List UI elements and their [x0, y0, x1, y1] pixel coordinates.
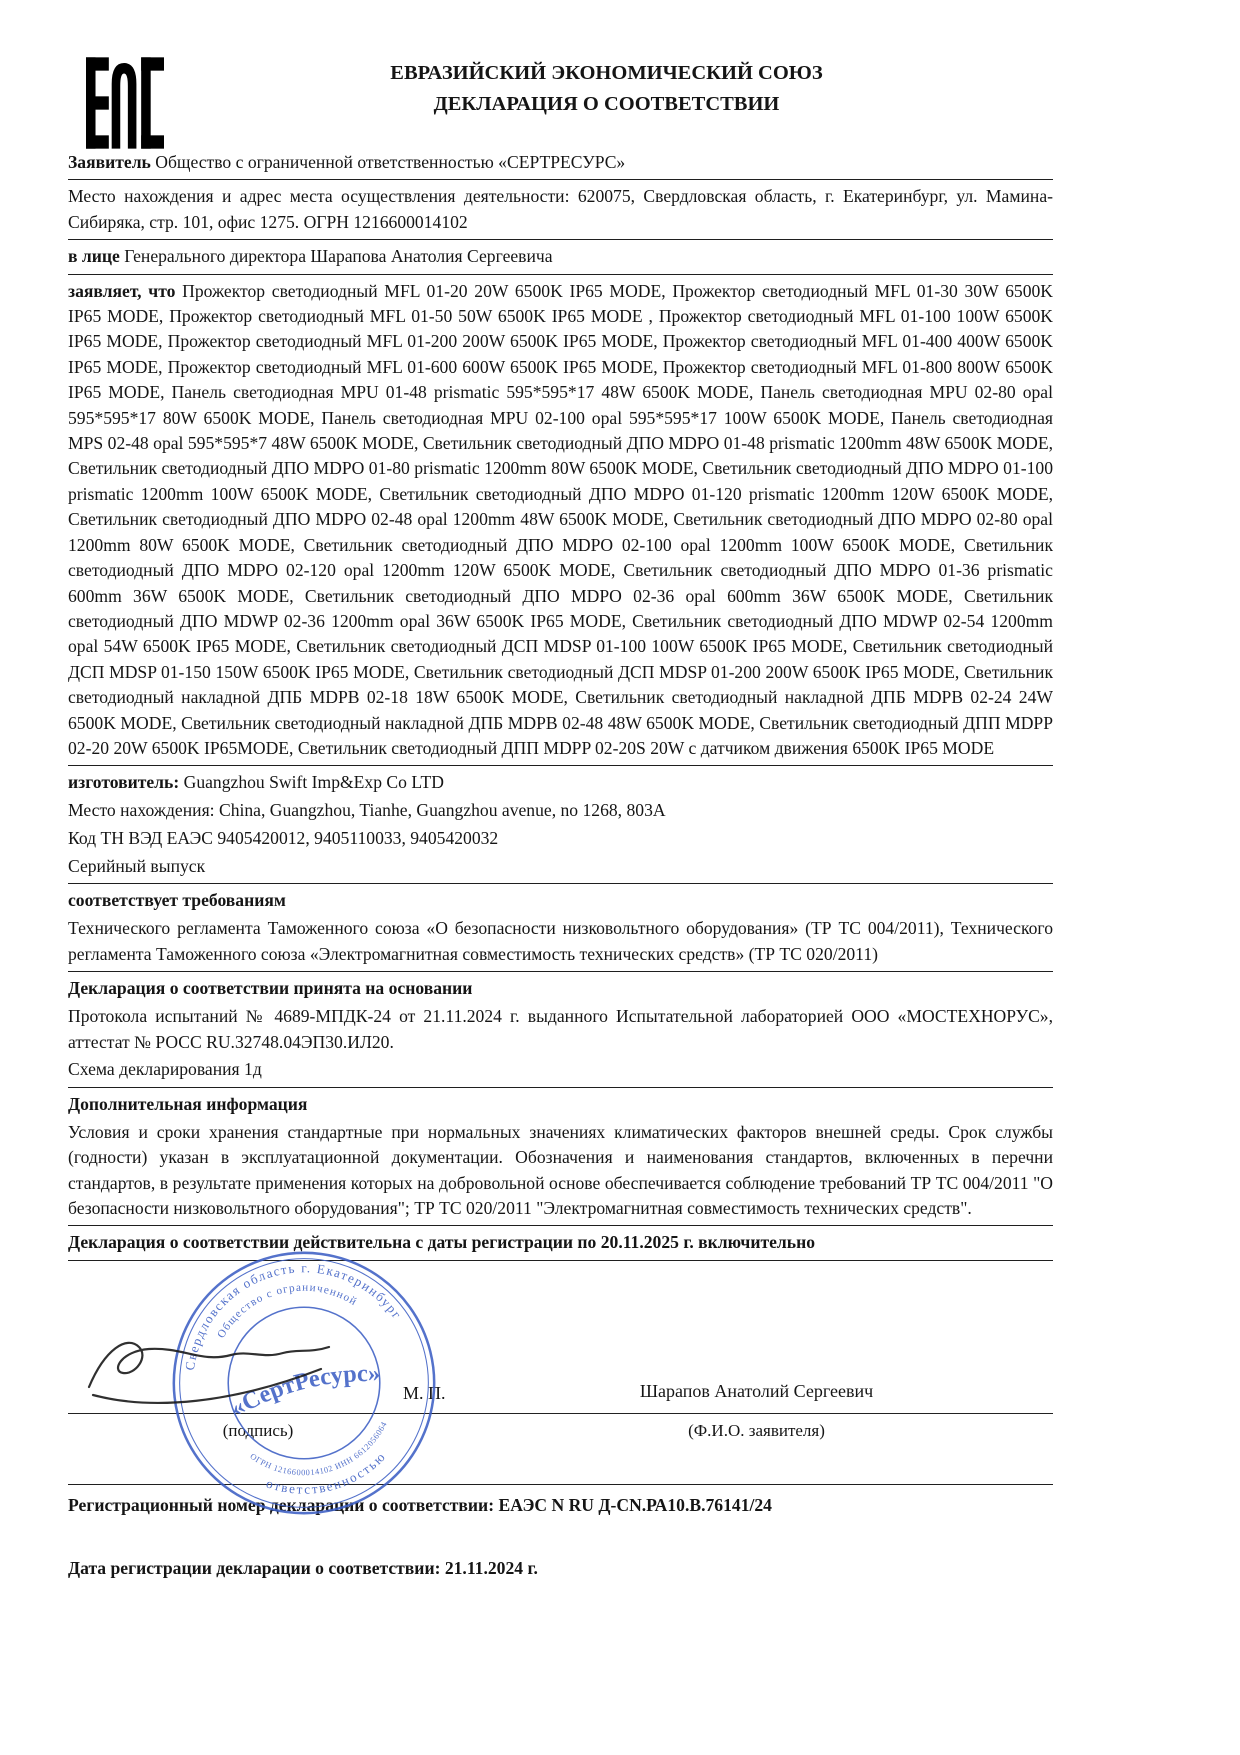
divider: [68, 765, 1053, 766]
applicant-row: [68, 150, 1053, 175]
signature-caption: (подпись): [222, 1420, 294, 1440]
registration-date-row: Дата регистрации декларации о соответствии: 21.11.2024 г.: [68, 1558, 538, 1579]
applicant-value: Общество с ограниченной ответственностью «СЕРТРЕСУРС»: [150, 152, 626, 172]
divider: [68, 274, 1053, 275]
products-declaration: [68, 279, 1053, 762]
compliance-heading: соответствует требованиям: [68, 890, 286, 911]
divider: [68, 239, 1053, 240]
compliance-text: Технического регламента Таможенного союза «О безопасности низковольтного оборудования» (ТР ТС 004/2011), Технического регламента Таможенного союза «Электромагнитная совместимость технических средств» (ТР ТС 020/2011): [68, 918, 1053, 964]
validity-row: Декларация о соответствии действительна с даты регистрации по 20.11.2025 г. включительно: [68, 1232, 816, 1253]
stamp-place-label: М. П.: [403, 1382, 446, 1403]
document-body: [68, 0, 1053, 1584]
additional-heading: Дополнительная информация: [68, 1093, 308, 1114]
union-title: ЕВРАЗИЙСКИЙ ЭКОНОМИЧЕСКИЙ СОЮЗ: [390, 62, 823, 84]
stamp-ring-bottom-text: ответственностью: [264, 1447, 390, 1497]
representative-value: Генерального директора Шарапова Анатолия Сергеевича: [119, 246, 553, 267]
divider: [68, 1087, 1053, 1088]
issue-type-row: Серийный выпуск: [68, 856, 206, 877]
stamp-ogrn-text: ОГРН 1216600014102 ИНН 6612056064: [248, 1419, 389, 1478]
stamp-inner-top-text: Общество с ограниченной: [215, 1281, 360, 1341]
representative-row: [68, 244, 1053, 269]
signature-area: [68, 1260, 1053, 1497]
manufacturer-address: Место нахождения: China, Guangzhou, Tianhe, Guangzhou avenue, no 1268, 803A: [68, 800, 666, 821]
products-list: Прожектор светодиодный MFL 01-20 20W 6500K IP65 MODE, Прожектор светодиодный MFL 01-30 30W 6500K IP65 MODE, Прожектор светодиодный MFL 01-50 50W 6500K IP65 MODE , Прожектор светодиодный MFL 01-100 100W 6500K IP65 MODE, Прожектор светодиодный MFL 01-200 200W 6500K IP65 MODE, Прожектор светодиодный MFL 01-400 400W 6500K IP65 MODE, Прожектор светодиодный MFL 01-600 600W 6500K IP65 MODE, Прожектор светодиодный MFL 01-800 800W 6500K IP65 MODE, Панель светодиодная MPU 01-48 prismatic 595*595*17 48W 6500K MODE, Панель светодиодная MPU 02-80 opal 595*595*17 80W 6500K MODE, Панель светодиодная MPU 02-100 opal 595*595*17 100W 6500K MODE, Панель светодиодная MPS 02-48 opal 595*595*7 48W 6500K MODE, Светильник светодиодный ДПО MDPO 01-48 prismatic 1200mm 48W 6500K MODE, Светильник светодиодный ДПО MDPO 01-80 prismatic 1200mm 80W 6500K MODE, Светильник светодиодный ДПО MDPO 01-100 prismatic 1200mm 100W 6500K MODE, Светильник светодиодный ДПО MDPO 01-120 prismatic 1200mm 120W 6500K MODE, Светильник светодиодный ДПО MDPO 02-48 opal 1200mm 48W 6500K MODE, Светильник светодиодный ДПО MDPO 02-80 opal 1200mm 80W 6500K MODE, Светильник светодиодный ДПО MDPO 02-100 opal 1200mm 100W 6500K MODE, Светильник светодиодный ДПО MDPO 02-120 opal 1200mm 120W 6500K MODE, Светильник светодиодный ДПО MDPO 01-36 prismatic 600mm 36W 6500K MODE, Светильник светодиодный ДПО MDPO 02-36 opal 600mm 36W 6500K MODE, Светильник светодиодный ДПО MDWP 02-36 1200mm opal 36W 6500K IP65 MODE, Светильник светодиодный ДПО MDWP 02-54 1200mm opal 54W 6500K IP65 MODE, Светильник светодиодный ДСП MDSP 01-100 100W 6500K IP65 MODE, Светильник светодиодный ДСП MDSP 01-150 150W 6500K IP65 MODE, Светильник светодиодный ДСП MDSP 01-200 200W 6500K IP65 MODE, Светильник светодиодный накладной ДПБ MDPB 02-18 18W 6500K MODE, Светильник светодиодный накладной ДПБ MDPB 02-24 24W 6500K MODE, Светильник светодиодный накладной ДПБ MDPB 02-48 48W 6500K MODE, Светильник светодиодный ДПП MDPP 02-20 20W 6500K IP65MODE, Светильник светодиодный ДПП MDPP 02-20S 20W с датчиком движения 6500K IP65 MODE: [68, 280, 1053, 758]
divider: [68, 883, 1053, 884]
applicant-label: Заявитель: [68, 152, 151, 172]
document-header: [68, 58, 1053, 120]
stamp-ring-top-text: Свердловская область г. Екатеринбург: [181, 1260, 406, 1372]
hs-code-row: Код ТН ВЭД ЕАЭС 9405420012, 9405110033, 9405420032: [68, 828, 499, 849]
declares-label: заявляет, что: [68, 280, 176, 301]
divider: [68, 971, 1053, 972]
document-title: ДЕКЛАРАЦИЯ О СООТВЕТСТВИИ: [433, 93, 780, 115]
divider: [68, 1260, 1053, 1261]
manufacturer-name: Guangzhou Swift Imp&Exp Co LTD: [179, 772, 444, 793]
additional-text: Условия и сроки хранения стандартные при нормальных значениях климатических факторов внешней среды. Срок службы (годности) указан в эксплуатационной документации. Обозначения и наименования стандартов, включенных в перечни стандартов, в результате применения которых на добровольной основе обеспечивается соблюдение требований ТР ТС 004/2011 "О безопасности низковольтного оборудования"; ТР ТС 020/2011 "Электромагнитная совместимость технических средств".: [68, 1121, 1053, 1218]
divider: [68, 1225, 1053, 1226]
manufacturer-row: [68, 770, 1053, 795]
scheme-row: Схема декларирования 1д: [68, 1059, 262, 1080]
divider: [68, 179, 1053, 180]
stamp-center-text: «СертРесурс»: [225, 1359, 381, 1423]
name-line: [460, 1413, 1053, 1414]
basis-heading: Декларация о соответствии принята на основании: [68, 978, 473, 999]
handwritten-signature: [83, 1323, 343, 1413]
basis-text: Протокола испытаний № 4689-МПДК-24 от 21.11.2024 г. выданного Испытательной лабораторией ООО «МОСТЕХНОРУС», аттестат № РОСС RU.32748.04ЭП30.ИЛ20.: [68, 1006, 1053, 1052]
representative-label: в лице: [68, 246, 120, 267]
location-row: Место нахождения и адрес места осуществления деятельности: 620075, Свердловская область, г. Екатеринбург, ул. Мамина-Сибиряка, стр. 101, офис 1275. ОГРН 1216600014102: [68, 186, 1053, 232]
name-caption: (Ф.И.О. заявителя): [688, 1420, 825, 1440]
manufacturer-label: изготовитель:: [68, 772, 180, 793]
registration-number-row: Регистрационный номер декларации о соответствии: ЕАЭС N RU Д-CN.РА10.В.76141/24: [68, 1494, 772, 1515]
declarant-name: Шарапов Анатолий Сергеевич: [639, 1380, 874, 1401]
